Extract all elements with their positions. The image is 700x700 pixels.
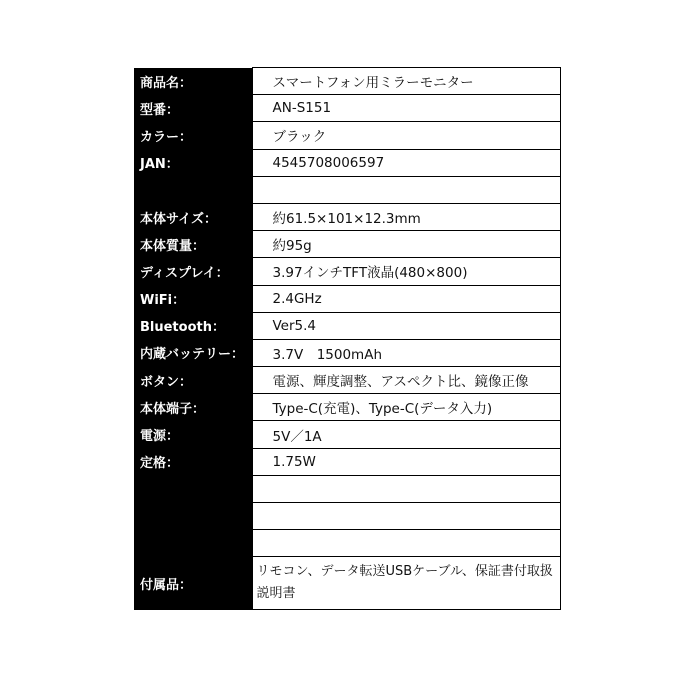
spec-value: 5V／1A — [252, 421, 560, 448]
spec-row-ports — [134, 394, 560, 421]
spec-label: ボタン： — [134, 367, 252, 394]
spec-row-rating — [134, 448, 560, 475]
spec-label: 電源： — [134, 421, 252, 448]
spec-row-display — [134, 258, 560, 285]
spec-value — [252, 530, 560, 557]
spec-value: 4545708006597 — [252, 149, 560, 176]
spec-row-wifi — [134, 285, 560, 312]
spec-row-empty — [134, 176, 560, 203]
spec-value: 1.75W — [252, 448, 560, 475]
spec-label: 定格： — [134, 448, 252, 475]
spec-label: JAN： — [134, 149, 252, 176]
spec-row-weight — [134, 231, 560, 258]
spec-label — [134, 475, 252, 502]
spec-value: Ver5.4 — [252, 312, 560, 339]
spec-label: 本体質量： — [134, 231, 252, 258]
spec-row-buttons — [134, 367, 560, 394]
spec-label: ディスプレイ： — [134, 258, 252, 285]
spec-row-size — [134, 203, 560, 230]
spec-value: 2.4GHz — [252, 285, 560, 312]
spec-value: ブラック — [252, 122, 560, 149]
spec-label: 本体端子： — [134, 394, 252, 421]
spec-row-empty — [134, 475, 560, 502]
spec-value: スマートフォン用ミラーモニター — [252, 68, 560, 95]
spec-row-product-name — [134, 68, 560, 95]
spec-table — [134, 67, 561, 610]
spec-label: Bluetooth： — [134, 312, 252, 339]
spec-row-color — [134, 122, 560, 149]
spec-row-accessories — [134, 557, 560, 610]
spec-label: 型番： — [134, 95, 252, 122]
spec-label — [134, 176, 252, 203]
spec-value: 3.97インチTFT液晶(480×800) — [252, 258, 560, 285]
spec-value: 約95g — [252, 231, 560, 258]
spec-row-empty — [134, 530, 560, 557]
spec-row-model — [134, 95, 560, 122]
spec-label: 内蔵バッテリー： — [134, 339, 252, 366]
spec-label — [134, 503, 252, 530]
spec-row-empty — [134, 503, 560, 530]
spec-value: 3.7V 1500mAh — [252, 339, 560, 366]
spec-row-bluetooth — [134, 312, 560, 339]
spec-label: 本体サイズ： — [134, 203, 252, 230]
spec-label: 付属品： — [134, 557, 252, 610]
spec-value: AN-S151 — [252, 95, 560, 122]
spec-row-jan — [134, 149, 560, 176]
spec-value: 約61.5×101×12.3mm — [252, 203, 560, 230]
spec-value: 電源、輝度調整、アスペクト比、鏡像正像 — [252, 367, 560, 394]
spec-value — [252, 503, 560, 530]
spec-label: 商品名： — [134, 68, 252, 95]
spec-value: Type-C(充電)、Type-C(データ入力) — [252, 394, 560, 421]
spec-value: リモコン、データ転送USBケーブル、保証書付取扱説明書 — [252, 557, 560, 610]
spec-value — [252, 176, 560, 203]
spec-label: カラー： — [134, 122, 252, 149]
spec-row-battery — [134, 339, 560, 366]
spec-value — [252, 475, 560, 502]
spec-label — [134, 530, 252, 557]
spec-label: WiFi： — [134, 285, 252, 312]
spec-row-power — [134, 421, 560, 448]
